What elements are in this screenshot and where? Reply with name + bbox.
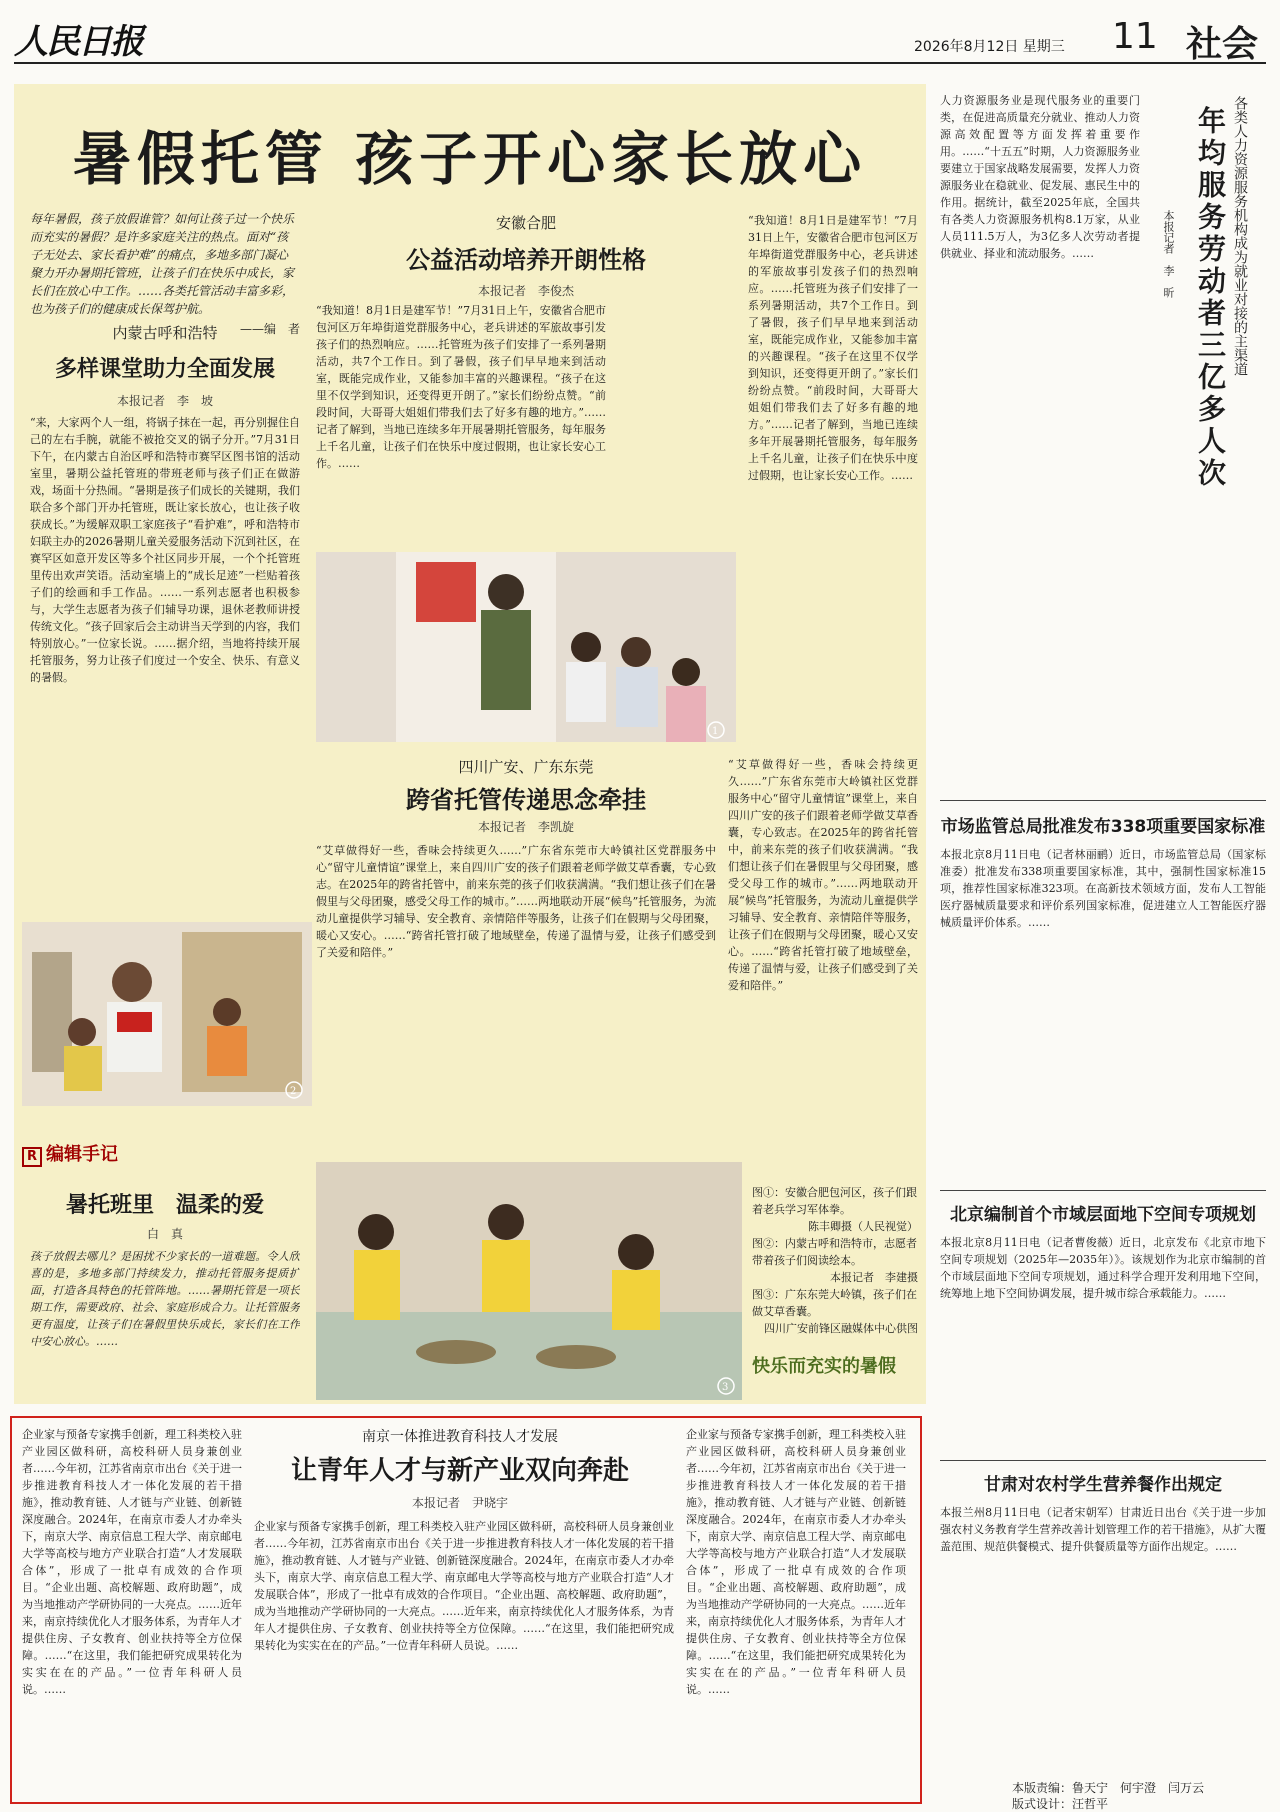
article-3-kicker: 四川广安、广东东莞: [458, 758, 594, 776]
editorial-author: 白 真: [146, 1227, 183, 1241]
newspaper-logo: 人民日报: [14, 22, 142, 62]
article-5-headline: 市场监管总局批准发布338项重要国家标准: [940, 817, 1266, 837]
credit-editors: 本版责编：鲁天宁 何宇澄 闫万云: [1012, 1781, 1205, 1795]
masthead: [14, 14, 1266, 64]
article-3-body: “艾草做得好一些，香味会持续更久……”广东省东莞市大岭镇社区党群服务中心“留守儿童情谊”课堂上，来自四川广安的孩子们跟着老师学做艾草香囊，专心致志。在2025年的跨省托管中，前来东莞的孩子们收获满满。“我们想让孩子们在暑假里与父母团聚，感受父母工作的城市。”……两地联动开展“候鸟”托管服务，为流动儿童提供学习辅导、安全教育、亲情陪伴等服务，让孩子们在假期与父母团聚，暖心又安心。……“跨省托管打破了地域壁垒，传递了温情与爱，让孩子们感受到了关爱和陪伴。”: [316, 844, 716, 959]
right-vertical-byline: 本报记者 李 昕: [1162, 210, 1175, 298]
caption-line-6: 四川广安前锋区融媒体中心供图: [764, 1322, 918, 1335]
article-4-body-right: 企业家与预备专家携手创新，理工科类校入驻产业园区做科研，高校科研人员身兼创业者……今年初，江苏省南京市出台《关于进一步推进教育科技人才一体化发展的若干措施》，推动教育链、人才链与产业链、创新链深度融合。2024年，在南京市委人才办牵头下，南京大学、南京信息工程大学、南京邮电大学等高校与地方产业联合打造“人才发展联合体”，形成了一批卓有成效的合作项目。“企业出题、高校解题、政府助题”，成为当地推动产学研协同的一大亮点。……近年来，南京持续优化人才服务体系，为青年人才提供住房、子女教育、创业扶持等全方位保障。……“在这里，我们能把研究成果转化为实实在在的产品。”一位青年科研人员说。……: [686, 1428, 906, 1696]
article-6-body: 本报北京8月11日电（记者曹俊薇）近日，北京发布《北京市地下空间专项规划（2025年—2035年）》。该规划作为北京市编制的首个市域层面地下空间专项规划，通过科学合理开发利用地下空间，统筹地上地下空间协调发展，提升城市综合承载能力。……: [940, 1236, 1266, 1300]
article-2-continuation: [616, 302, 736, 542]
article-6-headline: 北京编制首个市域层面地下空间专项规划: [950, 1205, 1256, 1225]
article-3-sidebar-text: “艾草做得好一些，香味会持续更久……”广东省东莞市大岭镇社区党群服务中心“留守儿童情谊”课堂上，来自四川广安的孩子们跟着老师学做艾草香囊，专心致志。在2025年的跨省托管中，前来东莞的孩子们收获满满。“我们想让孩子们在暑假里与父母团聚，感受父母工作的城市。”……两地联动开展“候鸟”托管服务，为流动儿童提供学习辅导、安全教育、亲情陪伴等服务，让孩子们在假期与父母团聚，暖心又安心。……“跨省托管打破了地域壁垒，传递了温情与爱，让孩子们感受到了关爱和陪伴。”: [728, 758, 918, 992]
article-2-sidebar-text: “我知道！8月1日是建军节！”7月31日上午，安徽省合肥市包河区万年埠街道党群服务中心，老兵讲述的军旅故事引发孩子们的热烈响应。……托管班为孩子们安排了一系列暑期活动，共7个工作日。到了暑假，孩子们早早地来到活动室，既能完成作业，又能参加丰富的兴趣课程。“孩子在这里不仅学到知识，还变得更开朗了。”家长们纷纷点赞。“前段时间，大哥哥大姐姐们带我们去了好多有趣的地方。”……记者了解到，当地已连续多年开展暑期托管服务，每年服务上千名儿童，让孩子们在快乐中度过假期，也让家长安心工作。……: [748, 214, 918, 482]
article-4-byline: 本报记者 尹晓宇: [411, 1496, 508, 1510]
photo-2: [22, 922, 312, 1106]
editorial-headline: 暑托班里 温柔的爱: [65, 1193, 264, 1218]
right-vertical-headline: 年均服务劳动者三亿多人次: [1194, 106, 1227, 490]
lead-author: ——编 者: [239, 322, 300, 336]
article-4-headline: 让青年人才与新产业双向奔赴: [290, 1456, 629, 1486]
divider: [940, 1190, 1266, 1191]
photo-3: [316, 1162, 742, 1400]
article-2-kicker: 安徽合肥: [495, 214, 556, 232]
divider: [940, 1460, 1266, 1461]
article-1-headline: 多样课堂助力全面发展: [54, 357, 275, 382]
article-1-kicker: 内蒙古呼和浩特: [112, 324, 218, 342]
article-2-headline: 公益活动培养开朗性格: [406, 246, 646, 274]
article-5-body: 本报北京8月11日电（记者林丽鹂）近日，市场监管总局（国家标准委）批准发布338项重要国家标准，其中，强制性国家标准15项，推荐性国家标准323项。在高新技术领域方面，发布人工智能医疗器械质量要求和评价系列国家标准，促进建立人工智能医疗器械质量评价体系。……: [940, 848, 1266, 929]
issue-date: 2026年8月12日 星期三: [914, 39, 1065, 55]
feature-lead: [30, 210, 300, 338]
editorial-body: 孩子放假去哪儿？是困扰不少家长的一道难题。令人欣喜的是，多地多部门持续发力，推动托管服务提质扩面，打造各具特色的托管阵地。……暑期托管是一项长期工作，需要政府、社会、家庭形成合力。让托管服务更有温度，让孩子们在暑假里快乐成长，家长们在工作中安心放心。……: [30, 1250, 300, 1348]
article-2-byline: 本报记者 李俊杰: [477, 284, 574, 298]
feature-title: 暑假托管 孩子开心家长放心: [72, 125, 868, 193]
article-1-byline: 本报记者 李 坡: [116, 394, 213, 408]
right-vertical-kicker: 各类人力资源服务机构成为就业对接的主渠道: [1232, 96, 1248, 376]
article-3-byline: 本报记者 李凯旋: [477, 820, 574, 834]
caption-line-1: 图①：安徽合肥包河区，孩子们跟着老兵学习军体拳。: [752, 1186, 917, 1216]
photo-captions: [752, 1184, 918, 1337]
page-number: 11: [1112, 16, 1158, 57]
photo-3-illustration: [316, 1162, 742, 1400]
article-7-headline: 甘肃对农村学生营养餐作出规定: [984, 1475, 1222, 1495]
photo-1-illustration: [316, 552, 736, 742]
article-7-body: 本报兰州8月11日电（记者宋朝军）甘肃近日出台《关于进一步加强农村义务教育学生营养改善计划管理工作的若干措施》，从扩大覆盖范围、规范供餐模式、提升供餐质量等方面作出规定。……: [940, 1506, 1266, 1553]
article-3-headline: 跨省托管传递思念牵挂: [406, 786, 646, 814]
page-credits: [1012, 1780, 1204, 1812]
seasonal-badge: 快乐而充实的暑假: [752, 1356, 896, 1377]
section-name: 社会: [1186, 24, 1259, 65]
photo-1: [316, 552, 736, 742]
svg-text:3: 3: [722, 1382, 729, 1393]
editorial-mark: R 编辑手记: [22, 1140, 118, 1167]
divider: [940, 800, 1266, 801]
svg-text:2: 2: [290, 1086, 297, 1097]
caption-line-5: 图③：广东东莞大岭镇，孩子们在做艾草香囊。: [752, 1288, 917, 1318]
caption-line-2: 陈丰卿摄（人民视觉）: [808, 1220, 918, 1233]
lead-text: 每年暑假，孩子放假谁管？如何让孩子过一个快乐而充实的暑假？是许多家庭关注的热点。面对“孩子无处去、家长看护难”的痛点，多地多部门凝心聚力开办暑期托管班，让孩子们在快乐中成长，家长们在放心中工作。……各类托管活动丰富多彩，也为孩子们的健康成长保驾护航。: [30, 212, 295, 316]
credit-design: 版式设计：汪哲平: [1012, 1797, 1109, 1811]
caption-line-3: 图②：内蒙古呼和浩特市，志愿者带着孩子们阅读绘本。: [752, 1237, 917, 1267]
article-1-body: “来，大家两个人一组，将锅子抹在一起，再分别握住自己的左右手腕，就能不被抢交叉的锅子分开。”7月31日下午，在内蒙古自治区呼和浩特市赛罕区图书馆的活动室里，暑期公益托管班的带班老师与孩子们正在做游戏，场面十分热闹。“暑期是孩子们成长的关键期，我们联合多个部门开办托管班，既让家长放心，也让孩子收获成长。”为缓解双职工家庭孩子“看护难”，呼和浩特市妇联主办的2026暑期儿童关爱服务活动下沉到社区，在赛罕区如意开发区等多个社区同步开展，一个个托管班里传出欢声笑语。活动室墙上的“成长足迹”一栏贴着孩子们的绘画和手工作品。……一系列志愿者也积极参与，大学生志愿者为孩子们辅导功课，退休老教师讲授传统文化。“孩子回家后会主动讲当天学到的内容，我们特别放心。”一位家长说。……据介绍，当地将持续开展托管服务，努力让孩子们度过一个安全、快乐、有意义的暑假。: [30, 416, 300, 684]
article-4-body: 企业家与预备专家携手创新，理工科类校入驻产业园区做科研，高校科研人员身兼创业者……今年初，江苏省南京市出台《关于进一步推进教育科技人才一体化发展的若干措施》，推动教育链、人才链与产业链、创新链深度融合。2024年，在南京市委人才办牵头下，南京大学、南京信息工程大学、南京邮电大学等高校与地方产业联合打造“人才发展联合体”，形成了一批卓有成效的合作项目。“企业出题、高校解题、政府助题”，成为当地推动产学研协同的一大亮点。……近年来，南京持续优化人才服务体系，为青年人才提供住房、子女教育、创业扶持等全方位保障。……“在这里，我们能把研究成果转化为实实在在的产品。”一位青年科研人员说。……: [22, 1428, 242, 1696]
article-4-body-cont: 企业家与预备专家携手创新，理工科类校入驻产业园区做科研，高校科研人员身兼创业者……今年初，江苏省南京市出台《关于进一步推进教育科技人才一体化发展的若干措施》，推动教育链、人才链与产业链、创新链深度融合。2024年，在南京市委人才办牵头下，南京大学、南京信息工程大学、南京邮电大学等高校与地方产业联合打造“人才发展联合体”，形成了一批卓有成效的合作项目。“企业出题、高校解题、政府助题”，成为当地推动产学研协同的一大亮点。……近年来，南京持续优化人才服务体系，为青年人才提供住房、子女教育、创业扶持等全方位保障。……“在这里，我们能把研究成果转化为实实在在的产品。”一位青年科研人员说。……: [254, 1520, 674, 1652]
right-article-body: 人力资源服务业是现代服务业的重要门类，在促进高质量充分就业、推动人力资源高效配置等方面发挥着重要作用。……“十五五”时期，人力资源服务业要建立于国家战略发展需要，发挥人力资源服务业在稳就业、促发展、惠民生中的作用。据统计，截至2025年底，全国共有各类人力资源服务机构8.1万家，从业人员111.5万人，为3亿多人次劳动者提供就业、择业和流动服务。……: [940, 94, 1140, 260]
svg-text:1: 1: [712, 726, 719, 737]
caption-line-4: 本报记者 李建摄: [830, 1271, 918, 1284]
article-2-body: “我知道！8月1日是建军节！”7月31日上午，安徽省合肥市包河区万年埠街道党群服务中心，老兵讲述的军旅故事引发孩子们的热烈响应。……托管班为孩子们安排了一系列暑期活动，共7个工作日。到了暑假，孩子们早早地来到活动室，既能完成作业，又能参加丰富的兴趣课程。“孩子在这里不仅学到知识，还变得更开朗了。”家长们纷纷点赞。“前段时间，大哥哥大姐姐们带我们去了好多有趣的地方。”……记者了解到，当地已连续多年开展暑期托管服务，每年服务上千名儿童，让孩子们在快乐中度过假期，也让家长安心工作。……: [316, 304, 606, 470]
photo-2-illustration: [22, 922, 312, 1106]
article-4-kicker: 南京一体推进教育科技人才发展: [362, 1429, 558, 1445]
